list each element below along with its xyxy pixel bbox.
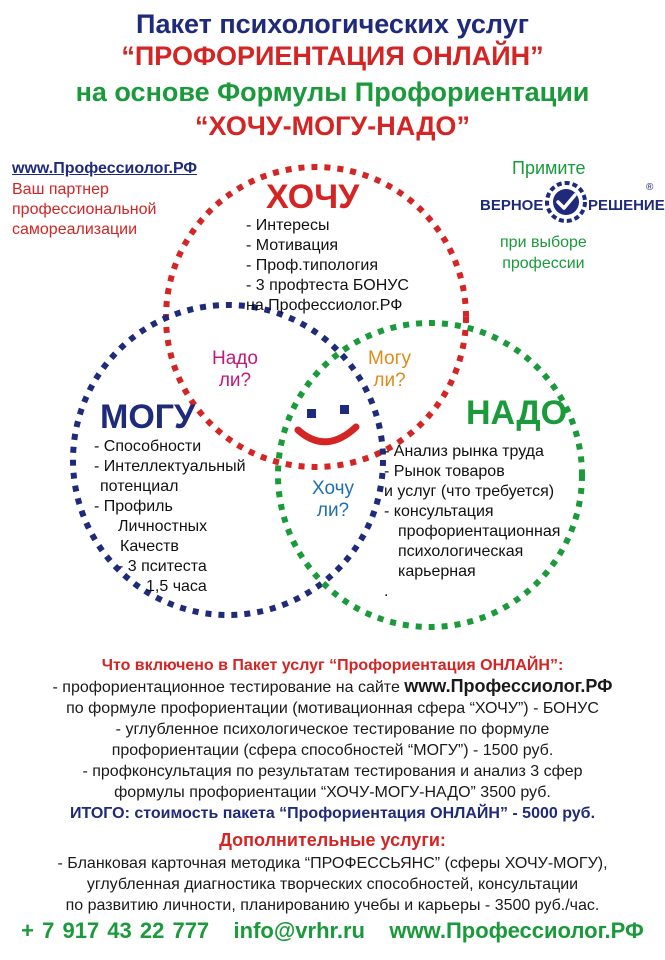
need-item: профориентационная xyxy=(398,523,561,540)
smiley-right-eye xyxy=(340,405,349,414)
need-list xyxy=(384,442,560,602)
partner-tagline-line: самореализации xyxy=(12,221,138,238)
can-item: потенциал xyxy=(100,478,179,495)
want-item: - 3 профтеста БОНУС xyxy=(246,277,409,294)
can-item: 1,5 часа xyxy=(146,578,207,595)
need-item: карьерная xyxy=(398,563,476,580)
need-item: - консультация xyxy=(384,503,494,520)
can-item: - 3 пситеста xyxy=(118,558,207,575)
smiley-mouth xyxy=(298,427,356,442)
question-want-line: ли? xyxy=(316,500,350,521)
question-need-line: ли? xyxy=(218,370,252,391)
can-item: - Способности xyxy=(94,438,202,455)
included-line-1 xyxy=(0,676,665,698)
question-want xyxy=(312,478,354,522)
logo-left-text: ВЕРНОЕ xyxy=(480,197,544,214)
can-item: Качеств xyxy=(120,538,179,555)
want-list xyxy=(246,216,409,316)
accept-label: Примите xyxy=(512,158,586,178)
included-line-6: формулы профориентации “ХОЧУ-МОГУ-НАДО” 3500 руб. xyxy=(114,784,551,801)
want-item: - Мотивация xyxy=(246,237,339,254)
included-total: ИТОГО: стоимость пакета “Профориентация ОНЛАЙН” - 5000 руб. xyxy=(69,805,596,822)
included-line-5: - профконсультация по результатам тестирования и анализ 3 сфер xyxy=(82,763,583,780)
smiley-left-eye xyxy=(307,409,316,418)
choose-line: профессии xyxy=(502,255,585,272)
want-item: - Проф.типология xyxy=(246,257,379,274)
included-site-link[interactable]: www.Профессиолог.РФ xyxy=(404,676,613,696)
question-need-line: Надо xyxy=(212,348,258,369)
need-item: и услуг (что требуется) xyxy=(384,483,555,500)
extra-title: Дополнительные услуги: xyxy=(219,830,446,850)
included-title: Что включено в Пакет услуг “Профориентация ОНЛАЙН”: xyxy=(101,657,564,674)
partner-tagline-line: профессиональной xyxy=(12,201,157,218)
partner-tagline-line: Ваш партнер xyxy=(12,181,109,198)
can-item: Личностных xyxy=(118,518,208,535)
need-item: - Рынок товаров xyxy=(384,463,505,480)
want-item: на Профессиолог.РФ xyxy=(246,297,403,314)
extra-line-1: - Бланковая карточная методика “ПРОФЕССЬЯНС” (сферы ХОЧУ-МОГУ), xyxy=(57,855,608,872)
contact-email[interactable]: info@vrhr.ru xyxy=(233,918,365,943)
extra-line-2: углубленная диагностика творческих способностей, консультации xyxy=(86,876,579,893)
extra-line-3: по развитию личности, планированию учебы и карьеры - 3500 руб./час. xyxy=(65,897,600,914)
question-can-line: Могу xyxy=(368,348,412,369)
want-item: - Интересы xyxy=(246,217,330,234)
header-line-2: “ПРОФОРИЕНТАЦИЯ ОНЛАЙН” xyxy=(121,41,544,71)
can-list xyxy=(94,437,246,597)
logo-right-text: РЕШЕНИЕ xyxy=(588,197,665,214)
included-line-2: по формуле профориентации (мотивационная сфера “ХОЧУ”) - БОНУС xyxy=(66,700,599,717)
partner-site-link[interactable]: www.Профессиолог.РФ xyxy=(12,160,198,177)
need-title: НАДО xyxy=(466,394,568,432)
contacts-bar xyxy=(0,918,665,944)
can-title: МОГУ xyxy=(100,398,196,436)
question-need xyxy=(212,348,258,392)
can-item: - Интеллектуальный xyxy=(94,458,246,475)
header-line-4: “ХОЧУ-МОГУ-НАДО” xyxy=(195,111,470,141)
question-want-line: Хочу xyxy=(312,478,355,499)
included-line-3: - углубленное психологическое тестирование по формуле xyxy=(115,721,550,738)
header-line-1: Пакет психологических услуг xyxy=(136,9,529,39)
can-item: - Профиль xyxy=(94,498,173,515)
included-line-1-text: - профориентационное тестирование на сайте xyxy=(52,679,405,696)
included-line-4: профориентации (сфера способностей “МОГУ”) - 1500 руб. xyxy=(111,742,554,759)
need-item: психологическая xyxy=(398,543,524,560)
question-can-line: ли? xyxy=(373,370,406,391)
logo-registered-mark: ® xyxy=(646,182,654,193)
contact-phone[interactable]: + 7 917 43 22 777 xyxy=(21,918,210,943)
contact-site[interactable]: www.Профессиолог.РФ xyxy=(389,918,644,943)
need-item: . xyxy=(384,583,389,600)
choose-line: при выборе xyxy=(500,234,587,251)
header-line-3: на основе Формулы Профориентации xyxy=(75,77,590,107)
want-title: ХОЧУ xyxy=(266,178,360,216)
need-item: - Анализ рынка труда xyxy=(384,443,544,460)
question-can xyxy=(368,348,411,392)
